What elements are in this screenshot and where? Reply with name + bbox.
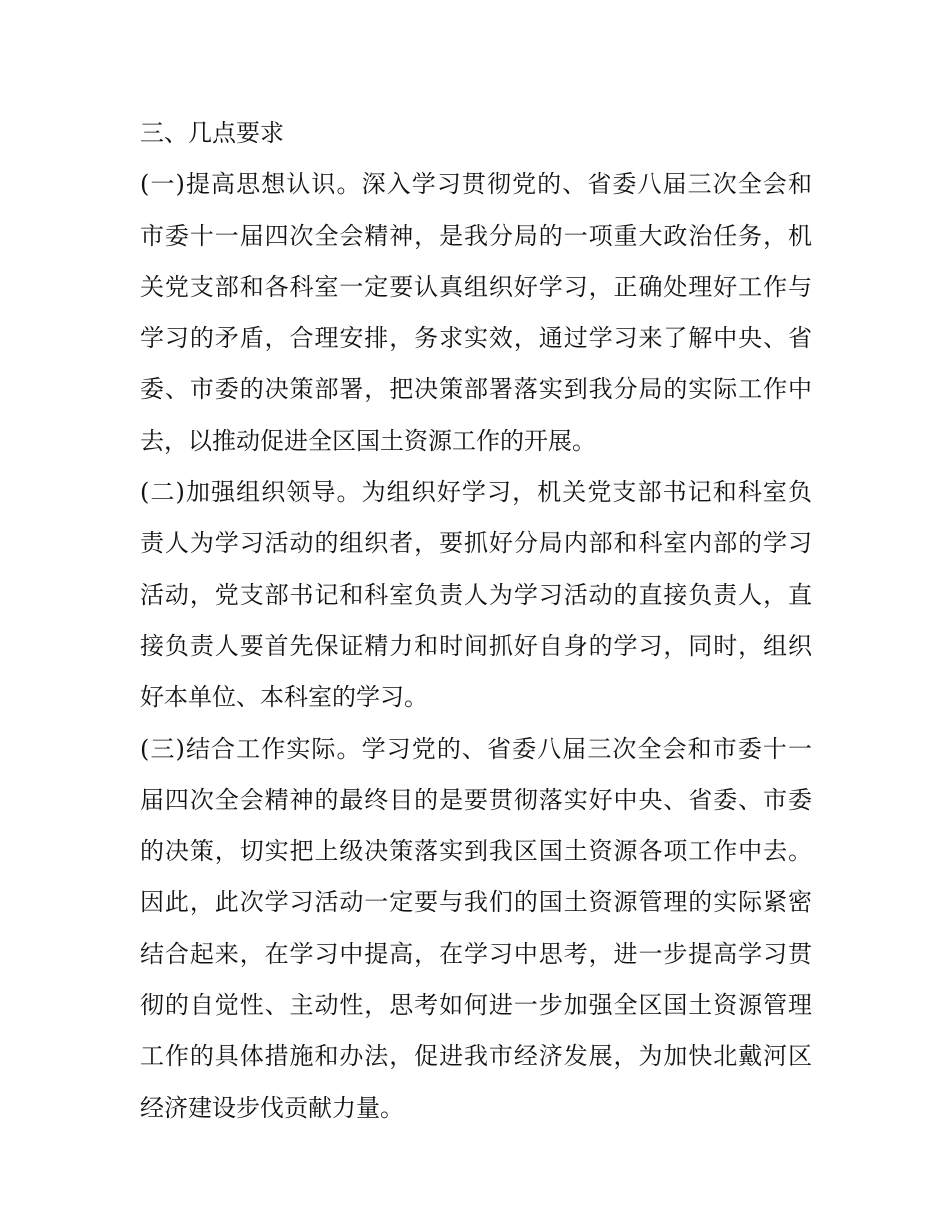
text-line: 去，以推动促进全区国土资源工作的开展。 — [140, 426, 596, 455]
text-line: 结合起来，在学习中提高，在学习中思考，进一步提高学习贯 — [140, 939, 812, 968]
text-line: 责人为学习活动的组织者，要抓好分局内部和科室内部的学习 — [140, 529, 812, 558]
text-line: 好本单位、本科室的学习。 — [140, 683, 428, 712]
text-line: 关党支部和各科室一定要认真组织好学习，正确处理好工作与 — [140, 272, 812, 301]
text-line: 市委十一届四次全会精神，是我分局的一项重大政治任务，机 — [140, 221, 812, 250]
text-line: 届四次全会精神的最终目的是要贯彻落实好中央、省委、市委 — [140, 785, 812, 814]
document-body — [140, 108, 812, 1134]
text-line: 工作的具体措施和办法，促进我市经济发展，为加快北戴河区 — [140, 1042, 812, 1071]
text-line: 因此，此次学习活动一定要与我们的国土资源管理的实际紧密 — [140, 888, 812, 917]
text-line: 彻的自觉性、主动性，思考如何进一步加强全区国土资源管理 — [140, 991, 812, 1020]
section-heading: 三、几点要求 — [140, 119, 284, 147]
text-line: (三)结合工作实际。学习党的、省委八届三次全会和市委十一 — [140, 734, 812, 763]
text-line: (一)提高思想认识。深入学习贯彻党的、省委八届三次全会和 — [140, 170, 812, 199]
text-line: 的决策，切实把上级决策落实到我区国土资源各项工作中去。 — [140, 837, 812, 866]
text-line: 学习的矛盾，合理安排，务求实效，通过学习来了解中央、省 — [140, 324, 812, 353]
text-line: 接负责人要首先保证精力和时间抓好自身的学习，同时，组织 — [140, 631, 812, 660]
text-line: 委、市委的决策部署，把决策部署落实到我分局的实际工作中 — [140, 375, 812, 404]
text-line: 活动，党支部书记和科室负责人为学习活动的直接负责人，直 — [140, 580, 812, 609]
text-line: (二)加强组织领导。为组织好学习，机关党支部书记和科室负 — [140, 478, 812, 507]
text-line: 经济建设步伐贡献力量。 — [140, 1093, 404, 1122]
